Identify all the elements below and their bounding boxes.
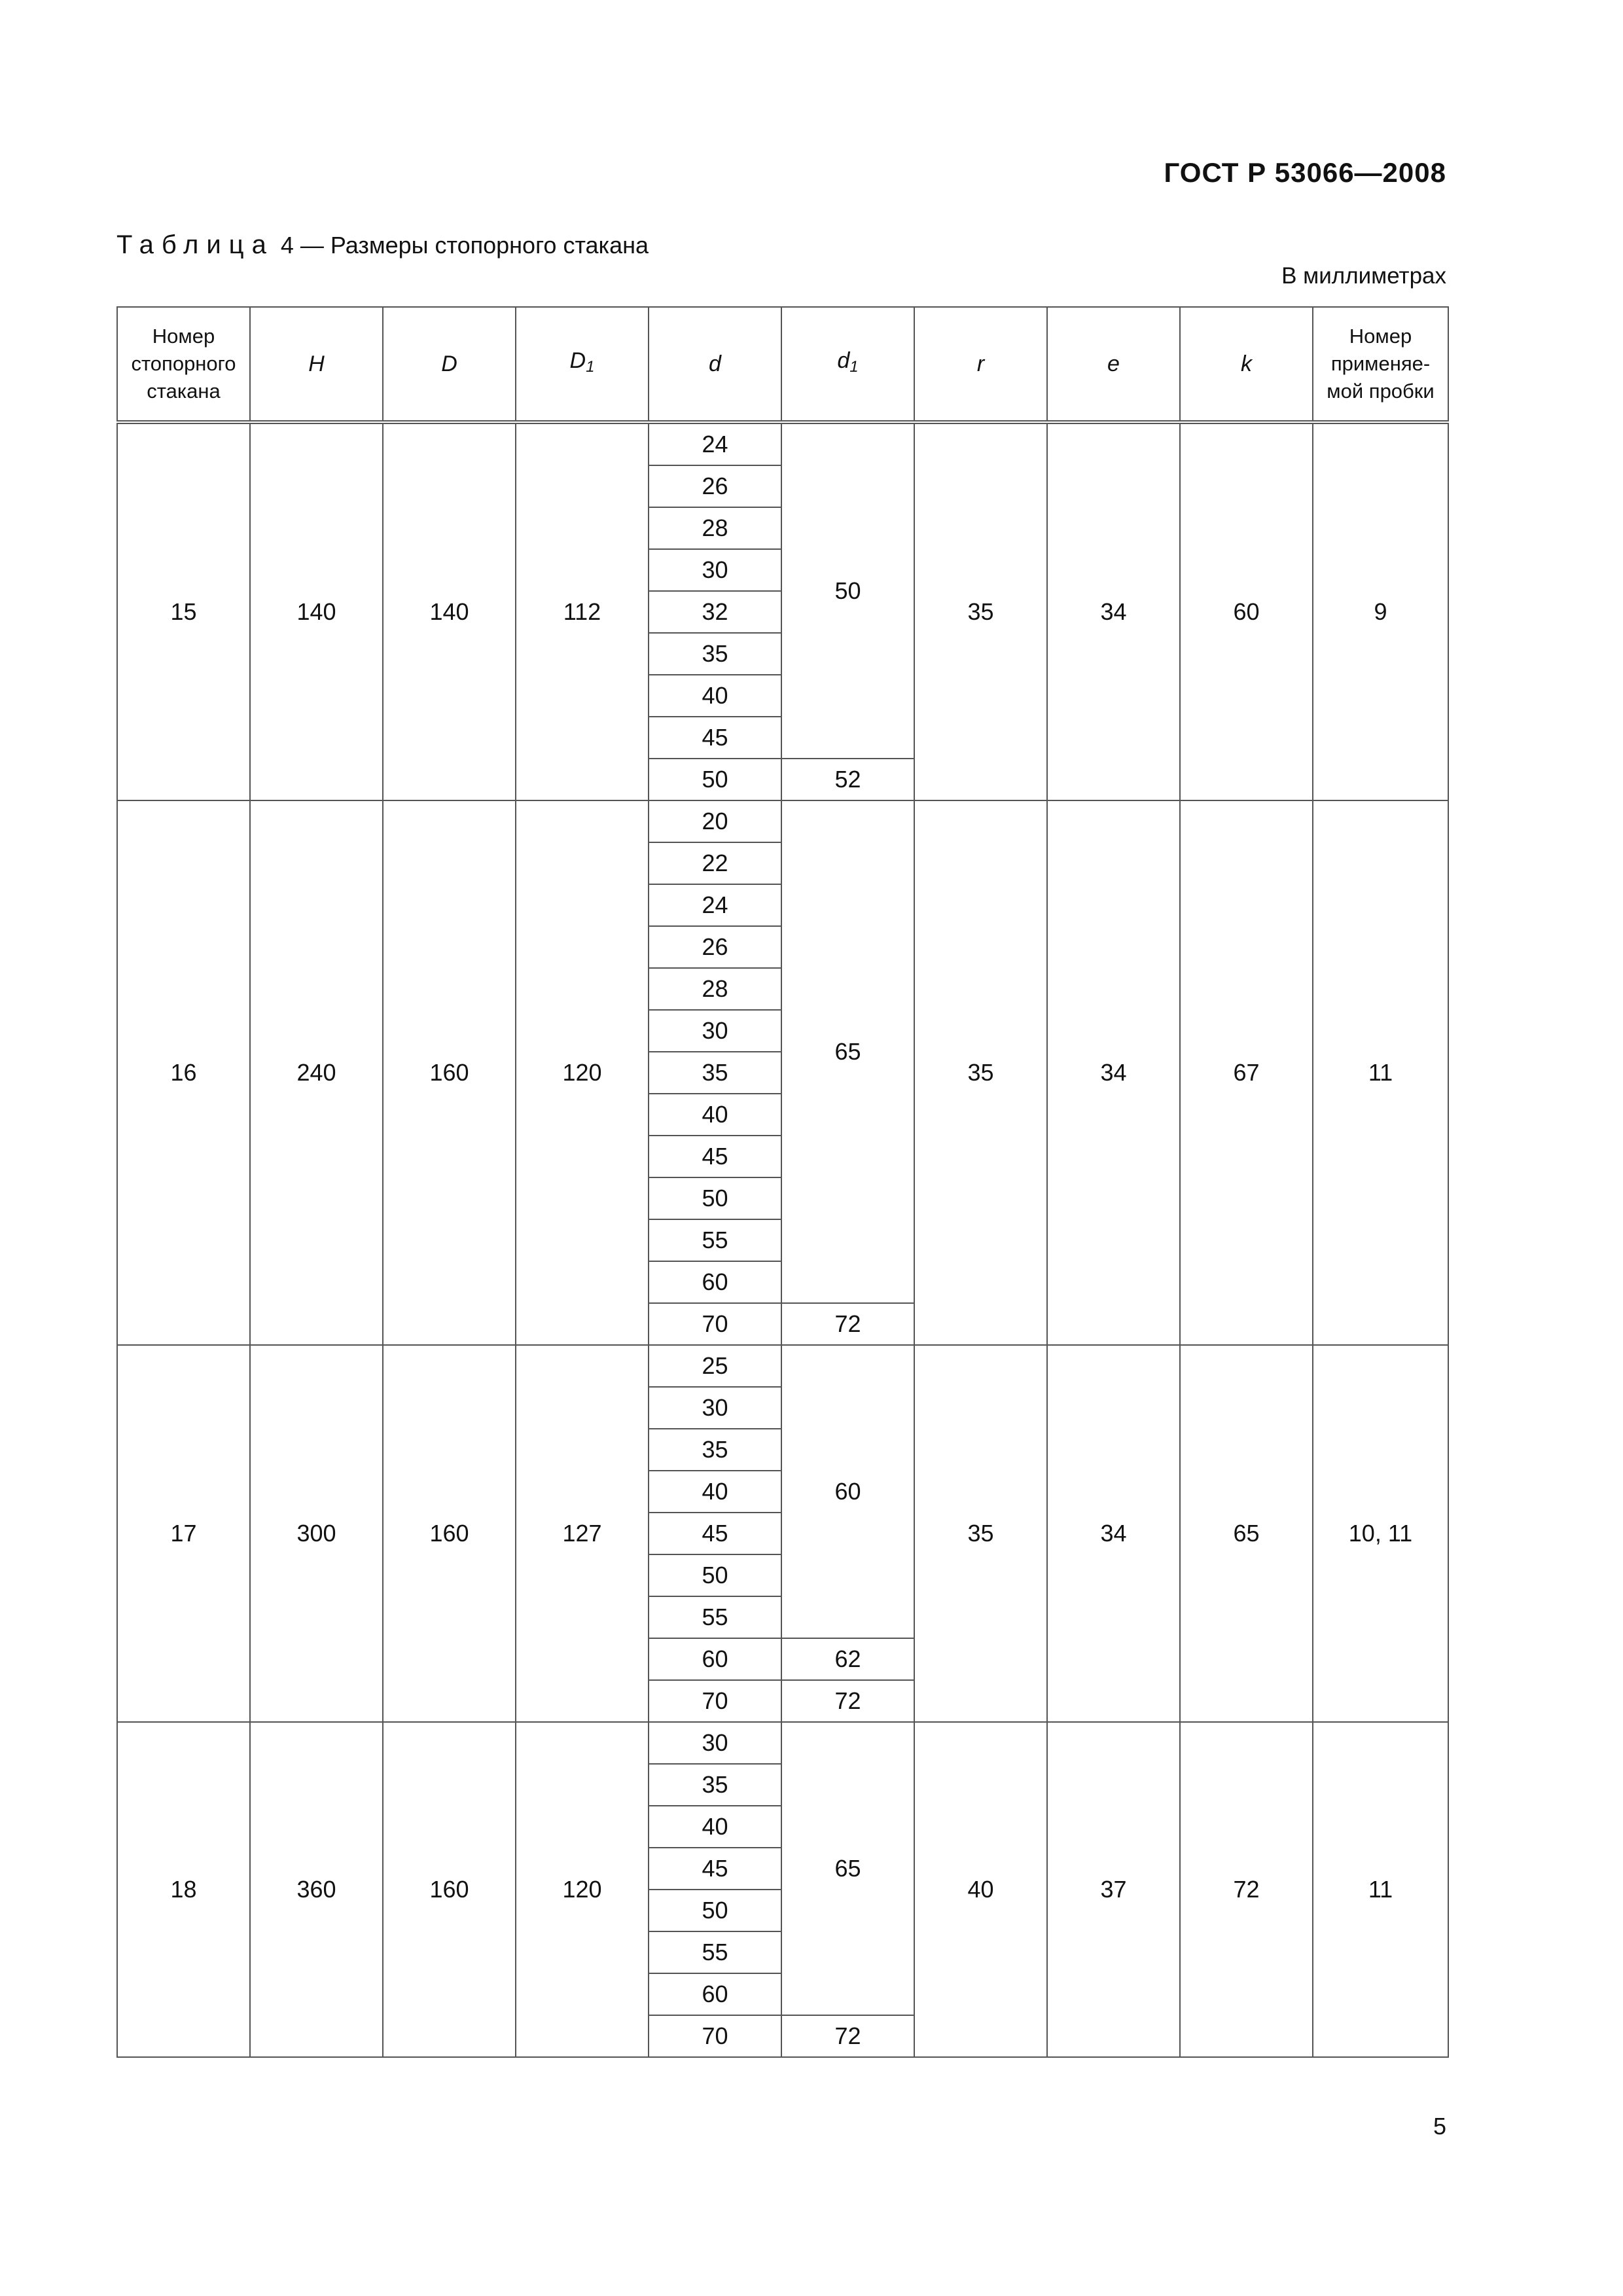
units-note: В миллиметрах — [1281, 263, 1446, 289]
header-d: d — [649, 307, 781, 422]
header-D1 — [516, 307, 649, 422]
cell-d: 40 — [649, 675, 781, 717]
cell-r: 35 — [914, 422, 1047, 800]
table-row — [117, 1345, 1448, 1387]
standard-designation: ГОСТ Р 53066—2008 — [1164, 157, 1446, 188]
cell-k: 72 — [1180, 1722, 1313, 2057]
cell-d: 28 — [649, 968, 781, 1010]
cell-d: 50 — [649, 1554, 781, 1596]
cell-d: 45 — [649, 1848, 781, 1890]
cell-d: 60 — [649, 1261, 781, 1303]
cell-d: 30 — [649, 1010, 781, 1052]
header-k: k — [1180, 307, 1313, 422]
cell-d: 35 — [649, 1429, 781, 1471]
cell-plug: 11 — [1313, 800, 1448, 1345]
cell-d: 55 — [649, 1596, 781, 1638]
cell-D: 160 — [383, 1722, 516, 2057]
header-e: e — [1047, 307, 1180, 422]
cell-H: 360 — [250, 1722, 383, 2057]
header-D: D — [383, 307, 516, 422]
cell-r: 40 — [914, 1722, 1047, 2057]
cell-e: 34 — [1047, 800, 1180, 1345]
cell-plug: 10, 11 — [1313, 1345, 1448, 1722]
cell-D1: 112 — [516, 422, 649, 800]
cell-r: 35 — [914, 800, 1047, 1345]
cell-k: 67 — [1180, 800, 1313, 1345]
cell-number: 15 — [117, 422, 250, 800]
cell-d: 40 — [649, 1806, 781, 1848]
cell-d: 50 — [649, 759, 781, 800]
cell-d: 24 — [649, 422, 781, 465]
cell-d: 50 — [649, 1177, 781, 1219]
cell-H: 240 — [250, 800, 383, 1345]
cell-d1: 60 — [781, 1345, 914, 1638]
cell-d: 25 — [649, 1345, 781, 1387]
cell-D1: 120 — [516, 1722, 649, 2057]
table-caption-dash: — — [300, 232, 324, 259]
cell-d: 30 — [649, 1722, 781, 1764]
cell-d: 45 — [649, 1136, 781, 1177]
cell-number: 16 — [117, 800, 250, 1345]
cell-number: 18 — [117, 1722, 250, 2057]
table-body — [117, 422, 1448, 2057]
header-d1-base: d — [837, 348, 850, 373]
cell-d: 35 — [649, 1764, 781, 1806]
cell-d: 32 — [649, 591, 781, 633]
header-plug: Номер применяе-мой пробки — [1313, 307, 1448, 422]
cell-d1: 50 — [781, 422, 914, 759]
cell-d: 20 — [649, 800, 781, 842]
cell-d: 55 — [649, 1931, 781, 1973]
header-d1 — [781, 307, 914, 422]
cell-D1: 127 — [516, 1345, 649, 1722]
cell-d: 40 — [649, 1471, 781, 1513]
cell-d: 40 — [649, 1094, 781, 1136]
cell-k: 60 — [1180, 422, 1313, 800]
header-D1-sub: 1 — [586, 358, 595, 376]
cell-d: 70 — [649, 1303, 781, 1345]
table-row — [117, 1722, 1448, 1764]
cell-plug: 11 — [1313, 1722, 1448, 2057]
cell-d1: 72 — [781, 1303, 914, 1345]
cell-H: 300 — [250, 1345, 383, 1722]
table-caption — [116, 230, 649, 260]
cell-d: 30 — [649, 1387, 781, 1429]
cell-d: 35 — [649, 1052, 781, 1094]
cell-d: 50 — [649, 1890, 781, 1931]
cell-r: 35 — [914, 1345, 1047, 1722]
cell-e: 34 — [1047, 422, 1180, 800]
header-number: Номер стопорного стакана — [117, 307, 250, 422]
cell-e: 37 — [1047, 1722, 1180, 2057]
cell-D: 160 — [383, 1345, 516, 1722]
cell-d: 24 — [649, 884, 781, 926]
cell-d: 55 — [649, 1219, 781, 1261]
cell-d: 70 — [649, 2015, 781, 2057]
cell-d: 30 — [649, 549, 781, 591]
cell-d1: 62 — [781, 1638, 914, 1680]
cell-plug: 9 — [1313, 422, 1448, 800]
cell-d1: 65 — [781, 1722, 914, 2015]
cell-d: 28 — [649, 507, 781, 549]
cell-D1: 120 — [516, 800, 649, 1345]
table-row — [117, 422, 1448, 465]
header-d1-sub: 1 — [849, 358, 859, 376]
cell-number: 17 — [117, 1345, 250, 1722]
cell-d: 60 — [649, 1973, 781, 2015]
cell-d: 26 — [649, 465, 781, 507]
table-row — [117, 800, 1448, 842]
table-header-row — [117, 307, 1448, 422]
table-caption-number: 4 — [280, 232, 294, 259]
header-H: H — [250, 307, 383, 422]
cell-H: 140 — [250, 422, 383, 800]
header-D1-base: D — [569, 348, 586, 373]
cell-d: 45 — [649, 717, 781, 759]
cell-e: 34 — [1047, 1345, 1180, 1722]
dimensions-table — [116, 306, 1449, 2058]
cell-d: 22 — [649, 842, 781, 884]
cell-d: 35 — [649, 633, 781, 675]
cell-k: 65 — [1180, 1345, 1313, 1722]
cell-d1: 65 — [781, 800, 914, 1303]
header-r: r — [914, 307, 1047, 422]
table-caption-title: Размеры стопорного стакана — [330, 232, 649, 259]
cell-d1: 52 — [781, 759, 914, 800]
table-caption-label: Таблица — [116, 230, 274, 259]
cell-d: 45 — [649, 1513, 781, 1554]
page-number: 5 — [1433, 2113, 1446, 2140]
cell-D: 160 — [383, 800, 516, 1345]
cell-d1: 72 — [781, 1680, 914, 1722]
cell-d: 26 — [649, 926, 781, 968]
cell-d: 60 — [649, 1638, 781, 1680]
cell-d: 70 — [649, 1680, 781, 1722]
cell-D: 140 — [383, 422, 516, 800]
cell-d1: 72 — [781, 2015, 914, 2057]
